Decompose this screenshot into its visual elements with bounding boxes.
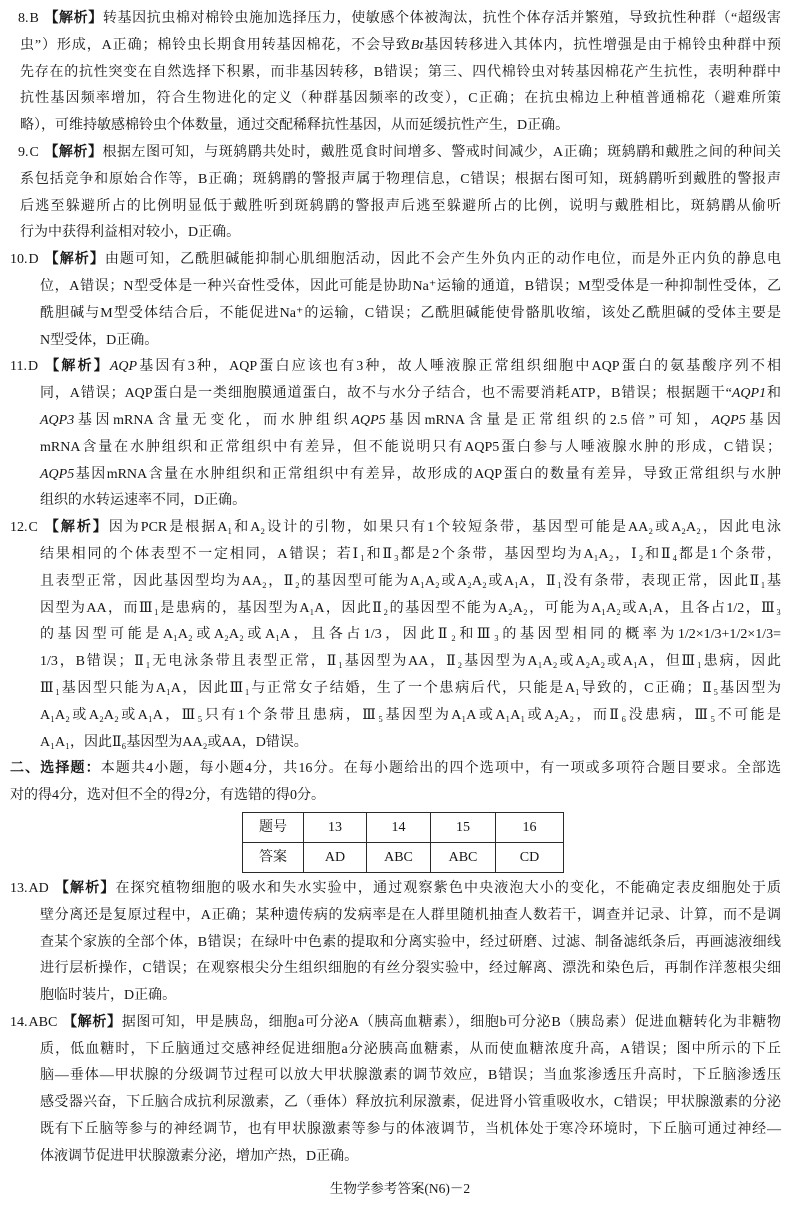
- section-2-intro: [0, 756, 800, 810]
- line-text: mRNA含量在水肿组织和正常组织中有差异，但不能说明只有AQP5蛋白参与人唾液腺水肿的形成，C错误；: [40, 439, 781, 455]
- line-text: 先存在的抗性突变在自然选择下积累，而非基因转移，B错误；第三、四代棉铃虫对转基因棉花产生抗性，表明种群中: [20, 64, 781, 80]
- line-text: 组织的水转运速率不同，D正确。: [40, 493, 247, 509]
- answer-item-8: [0, 6, 800, 140]
- multiple-choice-explanations: [0, 876, 800, 1171]
- line-text: 据图可知，甲是胰岛，细胞a可分泌A（胰高血糖素），细胞b可分泌B（胰岛素）促进血糖转化为非糖物: [121, 1014, 781, 1030]
- line-text: A₁A₁，因此Ⅱ₆基因型为AA₂或AA，D错误。: [40, 734, 308, 750]
- explanation-line: [0, 60, 800, 87]
- explanation-line: [0, 622, 800, 649]
- answer-table-row-answers: [243, 842, 564, 872]
- explanation-line: [0, 488, 800, 515]
- line-text: 基因: [745, 412, 782, 428]
- explanation-line: [0, 140, 800, 167]
- explanation-line: [0, 956, 800, 983]
- question-cell: 14: [367, 812, 431, 842]
- line-text: 在探究植物细胞的吸水和失水实验中，通过观察紫色中央液泡大小的变化，不能确定表皮细胞处于质: [115, 880, 782, 896]
- line-text: 质，低血糖时，下丘脑通过交感神经促进细胞a分泌胰高血糖素，从而使血糖浓度升高，A错误；图中所示的下丘: [40, 1041, 781, 1057]
- line-text: 且表型正常，因此基因型均为AA₂，Ⅱ₂的基因型可能为A₁A₂或A₂A₂或A₁A，Ⅱ₁没有条带，表现正常，因此Ⅱ₁基: [40, 573, 781, 589]
- line-text: 基因mRNA含量无变化，而水肿组织: [74, 412, 352, 428]
- analysis-tag: 【解析】: [43, 144, 103, 160]
- line-text: 本题共4小题，每小题4分，共16分。在每小题给出的四个选项中，有一项或多项符合题目要求。全部选: [100, 761, 782, 777]
- explanation-line: [0, 1063, 800, 1090]
- answer-item-12: [0, 515, 800, 756]
- line-text: A₁A₂或A₂A₂或A₁A，Ⅲ₅只有1个条带且患病，Ⅲ₅基因型为A₁A或A₁A₁或A₂A₂，而Ⅱ₆没患病，Ⅲ₅不可能是: [40, 707, 781, 723]
- explanation-line: [0, 1037, 800, 1064]
- explanation-line: [0, 220, 800, 247]
- answer-item-11: [0, 354, 800, 515]
- analysis-tag: 【解析】: [43, 359, 110, 375]
- explanation-line: [0, 1144, 800, 1171]
- analysis-tag: 【解析】: [53, 880, 116, 896]
- line-text: 根据左图可知，与斑鸫鹛共处时，戴胜觅食时间增多、警戒时间减少，A正确；斑鸫鹛和戴胜之间的种间关: [102, 144, 782, 160]
- answer-letter: D: [27, 359, 39, 375]
- explanation-line: [0, 381, 800, 408]
- answer-letter: B: [29, 11, 39, 26]
- explanation-line: [0, 247, 800, 274]
- answer-letter: D: [28, 252, 39, 268]
- section-2-heading: 二、选择题：: [10, 761, 101, 777]
- line-text: 系包括竞争和原始合作等，B正确；斑鸫鹛的警报声属于物理信息，C错误；根据右图可知，斑鸫鹛听到戴胜的警报声: [20, 171, 781, 187]
- explanation-line: [0, 983, 800, 1010]
- line-text: 查某个家族的全部个体，B错误；在绿叶中色素的提取和分离实验中，经过研磨、过滤、制备滤纸条后，再画滤液细线: [40, 934, 781, 950]
- question-number: 14.: [10, 1014, 28, 1030]
- analysis-tag: 【解析】: [62, 1014, 122, 1030]
- explanation-line: [0, 1090, 800, 1117]
- row-label-answer: 答案: [243, 842, 304, 872]
- explanation-line: [0, 730, 800, 757]
- explanation-line: [0, 649, 800, 676]
- analysis-tag: 【解析】: [42, 520, 109, 536]
- analysis-tag: 【解析】: [43, 11, 103, 26]
- answer-table: [242, 812, 564, 873]
- analysis-tag: 【解析】: [43, 252, 105, 268]
- explanation-line: [0, 1010, 800, 1037]
- explanation-line: [0, 903, 800, 930]
- explanation-line: [0, 703, 800, 730]
- explanation-line: [0, 876, 800, 903]
- line-text: 虫”）形成，A正确；棉铃虫长期食用转基因棉花，不会导致: [20, 37, 411, 53]
- explanation-line: [0, 676, 800, 703]
- answer-letter: C: [29, 144, 39, 160]
- question-cell: 16: [496, 812, 564, 842]
- line-text: 由题可知，乙酰胆碱能抑制心肌细胞活动，因此不会产生外负内正的动作电位，而是外正内负的静息电: [104, 252, 782, 268]
- explanation-line: [0, 1117, 800, 1144]
- explanation-line: [0, 435, 800, 462]
- line-text: 转基因抗虫棉对棉铃虫施加选择压力，使敏感个体被淘汰，抗性个体存活并繁殖，导致抗性种群（“超级害: [102, 11, 782, 26]
- explanation-line: [0, 194, 800, 221]
- question-number: 8.: [18, 11, 29, 26]
- question-number: 13.: [10, 880, 28, 896]
- explanation-line: [0, 569, 800, 596]
- explanation-line: [0, 167, 800, 194]
- explanation-line: [0, 930, 800, 957]
- explanation-line: [0, 33, 800, 60]
- answer-item-9: [0, 140, 800, 247]
- line-text: 脑—垂体—甲状腺的分级调节过程可以放大甲状腺激素的调节效应，B错误；当血浆渗透压升高时，下丘脑渗透压: [40, 1068, 781, 1084]
- explanation-line: [0, 301, 800, 328]
- question-cell: 15: [431, 812, 496, 842]
- line-text: 基因转移进入其体内，抗性增强是由于棉铃虫种群中预: [423, 37, 781, 53]
- line-text: 1/3，B错误；Ⅱ₁无电泳条带且表型正常，Ⅱ₁基因型为AA，Ⅱ₂基因型为A₁A₂或A₂A₂或A₁A，但Ⅲ₁患病，因此: [40, 654, 781, 670]
- explanation-line: [0, 596, 800, 623]
- explanation-line: [0, 328, 800, 355]
- italic-gene-name: AQP3: [40, 412, 75, 428]
- line-text: 因为PCR是根据A₁和A₂设计的引物，如果只有1个较短条带，基因型可能是AA₂或A₂A₂，因此电泳: [108, 520, 782, 536]
- line-text: 基因mRNA含量是正常组织的2.5倍”可知，: [385, 412, 712, 428]
- italic-gene-name: Bt: [410, 37, 424, 53]
- line-text: 因型为AA，而Ⅲ₁是患病的，基因型为A₁A，因此Ⅱ₂的基因型不能为A₂A₂，可能为A₁A₂或A₁A，且各占1/2，Ⅲ₃: [40, 600, 781, 616]
- answer-item-14: [0, 1010, 800, 1171]
- question-number: 10.: [10, 252, 28, 268]
- line-text: 基因mRNA含量在水肿组织和正常组织中有差异，故形成的AQP蛋白的数量有差异，导致正常组织与水肿: [74, 466, 781, 482]
- question-number: 9.: [18, 144, 29, 160]
- italic-gene-name: AQP: [109, 359, 138, 375]
- line-text: 位，A错误；N型受体是一种兴奋性受体，因此可能是协助Na⁺运输的通道，B错误；M型受体是一种抑制性受体，乙: [40, 278, 781, 294]
- line-text: 壁分离还是复原过程中，A正确；某种遗传病的发病率是在人群里随机抽查人数若干，调查并记录、计算，而不是调: [40, 907, 781, 923]
- line-text: 酰胆碱与M型受体结合后，不能促进Na⁺的运输，C错误；乙酰胆碱能使骨骼肌收缩，该处乙酰胆碱的受体主要是: [40, 305, 781, 321]
- question-number: 12.: [10, 520, 28, 536]
- answer-letter: ABC: [28, 1014, 58, 1030]
- line-text: N型受体，D正确。: [40, 332, 159, 348]
- line-text: 略），可维持敏感棉铃虫个体数量，通过交配稀释抗性基因，从而延缓抗性产生，D正确。: [20, 118, 570, 134]
- explanation-line: [0, 113, 800, 140]
- italic-gene-name: AQP5: [40, 466, 75, 482]
- explanation-line: [0, 86, 800, 113]
- answer-item-13: [0, 876, 800, 1010]
- line-text: 体液调节促进甲状腺激素分泌，增加产热，D正确。: [40, 1148, 359, 1164]
- line-text: 的基因型可能是A₁A₂或A₂A₂或A₁A，且各占1/3，因此Ⅱ₂和Ⅲ₃的基因型相同的概率为1/2×1/3+1/2×1/3=: [40, 627, 781, 643]
- section-2-line: [0, 783, 800, 810]
- line-text: Ⅲ₁基因型只能为A₁A，因此Ⅲ₁与正常女子结婚，生了一个患病后代，只能是A₁导致的，C正确；Ⅱ₅基因型为: [40, 680, 781, 696]
- line-text: 后逃至躲避所占的比例明显低于戴胜听到斑鸫鹛的警报声后逃至躲避所占的比例，说明与戴胜相比，斑鸫鹛从偷听: [20, 198, 781, 214]
- answer-cell: ABC: [431, 842, 496, 872]
- answer-letter: AD: [28, 880, 49, 896]
- italic-gene-name: AQP5: [711, 412, 746, 428]
- line-text: 和: [766, 386, 781, 402]
- italic-gene-name: AQP1: [731, 386, 767, 402]
- explanation-line: [0, 274, 800, 301]
- single-choice-explanations: [0, 6, 800, 756]
- explanation-line: [0, 408, 800, 435]
- section-2-line: [0, 756, 800, 783]
- answer-cell: CD: [496, 842, 564, 872]
- page-footer: 生物学参考答案(N6)－2: [329, 1181, 471, 1196]
- line-text: 基因有3种，AQP蛋白应该也有3种，故人唾液腺正常组织细胞中AQP蛋白的氨基酸序列不相: [137, 359, 782, 375]
- line-text: 结果相同的个体表型不一定相同，A错误；若Ⅰ₁和Ⅱ₃都是2个条带，基因型均为A₁A₂，Ⅰ₂和Ⅱ₄都是1个条带，: [40, 546, 781, 562]
- explanation-line: [0, 462, 800, 489]
- answer-item-10: [0, 247, 800, 354]
- question-cell: 13: [304, 812, 367, 842]
- line-text: 同，A错误；AQP蛋白是一类细胞膜通道蛋白，故不与水分子结合，也不需要消耗ATP，B错误；根据题干“: [40, 386, 732, 402]
- line-text: 感受器兴奋，下丘脑合成抗利尿激素，乙（垂体）释放抗利尿激素，促进肾小管重吸收水，C错误；甲状腺激素的分泌: [40, 1095, 781, 1111]
- explanation-line: [0, 354, 800, 381]
- line-text: 行为中获得利益相对较小，D正确。: [20, 225, 241, 241]
- row-label-question: 题号: [243, 812, 304, 842]
- line-text: 进行层析操作，C错误；在观察根尖分生组织细胞的有丝分裂实验中，经过解离、漂洗和染色后，再制作洋葱根尖细: [40, 961, 781, 977]
- line-text: 抗性基因频率增加，符合生物进化的定义（种群基因频率的改变），C正确；在抗虫棉边上种植普通棉花（避难所策: [20, 91, 781, 107]
- answer-table-row-questions: [243, 812, 564, 842]
- explanation-line: [0, 542, 800, 569]
- italic-gene-name: AQP5: [351, 412, 386, 428]
- explanation-line: [0, 515, 800, 542]
- line-text: 对的得4分，选对但不全的得2分，有选错的得0分。: [10, 788, 325, 804]
- answer-cell: ABC: [367, 842, 431, 872]
- line-text: 既有下丘脑等参与的神经调节，也有甲状腺激素等参与的体液调节，当机体处于寒冷环境时，下丘脑可通过神经—: [40, 1122, 781, 1138]
- explanation-line: [0, 6, 800, 33]
- answer-cell: AD: [304, 842, 367, 872]
- answer-letter: C: [28, 520, 38, 536]
- line-text: 胞临时装片，D正确。: [40, 988, 177, 1004]
- question-number: 11.: [10, 359, 27, 375]
